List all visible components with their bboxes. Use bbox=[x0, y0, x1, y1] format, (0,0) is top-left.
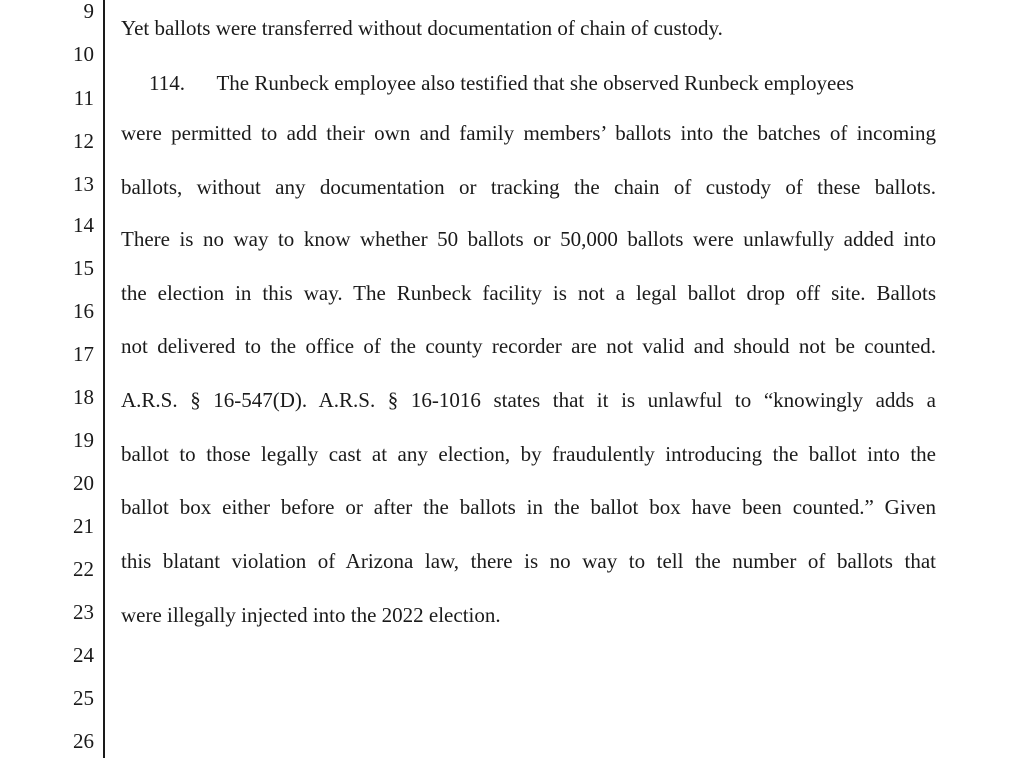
margin-rule bbox=[103, 0, 105, 758]
line-number: 18 bbox=[73, 385, 94, 409]
text-line: ballots, without any documentation or tracking the chain of custody of these ballots. bbox=[121, 175, 936, 199]
line-number: 10 bbox=[73, 42, 94, 66]
line-number: 12 bbox=[73, 129, 94, 153]
text-line: were permitted to add their own and family members’ ballots into the batches of incoming bbox=[121, 121, 936, 145]
line-number: 15 bbox=[73, 256, 94, 280]
line-number: 21 bbox=[73, 514, 94, 538]
line-number: 17 bbox=[73, 342, 94, 366]
line-number: 22 bbox=[73, 557, 94, 581]
text-line: ballot to those legally cast at any election, by fraudulently introducing the ballot into the bbox=[121, 442, 936, 466]
text-line: were illegally injected into the 2022 election. bbox=[121, 603, 501, 627]
text-line: the election in this way. The Runbeck facility is not a legal ballot drop off site. Ballots bbox=[121, 281, 936, 305]
text-line: There is no way to know whether 50 ballots or 50,000 ballots were unlawfully added into bbox=[121, 227, 936, 251]
line-number: 9 bbox=[83, 0, 94, 23]
line-number: 25 bbox=[73, 686, 94, 710]
line-number: 20 bbox=[73, 471, 94, 495]
text-line: not delivered to the office of the county recorder are not valid and should not be counted. bbox=[121, 334, 936, 358]
text-line: this blatant violation of Arizona law, there is no way to tell the number of ballots that bbox=[121, 549, 936, 573]
line-number: 16 bbox=[73, 299, 94, 323]
line-number: 24 bbox=[73, 643, 94, 667]
paragraph-first-line: 114. The Runbeck employee also testified that she observed Runbeck employees bbox=[149, 71, 854, 95]
text-line: ballot box either before or after the ballots in the ballot box have been counted.” Given bbox=[121, 495, 936, 519]
line-number: 13 bbox=[73, 172, 94, 196]
line-number: 23 bbox=[73, 600, 94, 624]
line-number: 14 bbox=[73, 213, 94, 237]
line-number: 26 bbox=[73, 729, 94, 753]
text-line: Yet ballots were transferred without documentation of chain of custody. bbox=[121, 16, 723, 40]
line-number: 11 bbox=[73, 86, 94, 110]
line-number: 19 bbox=[73, 428, 94, 452]
text-line: A.R.S. § 16-547(D). A.R.S. § 16-1016 states that it is unlawful to “knowingly adds a bbox=[121, 388, 936, 412]
